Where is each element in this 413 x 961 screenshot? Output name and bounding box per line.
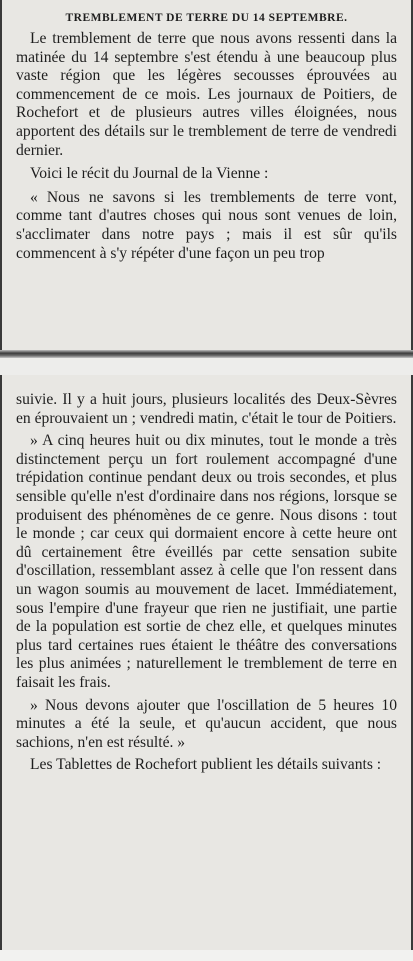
article-clipping-top <box>0 0 413 358</box>
paragraph: « Nous ne savons si les tremblements de terre vont, comme tant d'autres choses qui nous sont venues de loin, s'acclimater dans notre pays ; mais il est sûr qu'ils commencent à s'y répéter d'une façon un peu trop <box>16 188 397 262</box>
page-margin <box>0 950 413 961</box>
paragraph: » Nous devons ajouter que l'oscillation de 5 heures 10 minutes a été la seule, et qu'aucun accident, que nous sachions, n'en est résulté. » <box>16 696 397 751</box>
column-rule <box>0 350 413 358</box>
article-clipping-bottom <box>0 375 413 950</box>
paragraph: Voici le récit du Journal de la Vienne : <box>30 165 269 183</box>
clipping-gap <box>0 358 413 375</box>
paragraph: Les Tablettes de Rochefort publient les détails suivants : <box>30 756 382 774</box>
paragraph: » A cinq heures huit ou dix minutes, tout le monde a très distinctement perçu un fort roulement accompagné d'une trépidation continue pendant deux ou trois secondes, et plus sensible qu'elle n'est d'ordinaire dans nos régions, lorsque se produisent des phénomènes de ce genre. Nous disons : tout le monde ; car ceux qui dormaient encore à cette heure ont dû certainement être éveillés par cette sensation subite d'oscillation, ressemblant assez à celle que l'on ressent dans un wagon soumis au mouvement de lacet. Immédiatement, sous l'empire d'une frayeur que rien ne justifiait, une partie de la population est sortie de chez elle, et quelques minutes plus tard certaines rues étaient le théâtre des conversations les plus animées ; naturellement le tremblement de terre en faisait les frais. <box>16 432 397 691</box>
headline: TREMBLEMENT DE TERRE DU 14 SEPTEMBRE. <box>65 12 348 24</box>
paragraph: Le tremblement de terre que nous avons ressenti dans la matinée du 14 septembre s'est étendu à une beaucoup plus vaste région que les légères secousses éprouvées au commencement de ce mois. Les journaux de Poitiers, de Rochefort et de plusieurs autres villes éloignées, nous apportent des détails sur le tremblement de terre de vendredi dernier. <box>16 30 397 159</box>
paragraph: suivie. Il y a huit jours, plusieurs localités des Deux-Sèvres en éprouvaient un ; vendredi matin, c'était le tour de Poitiers. <box>16 391 397 427</box>
